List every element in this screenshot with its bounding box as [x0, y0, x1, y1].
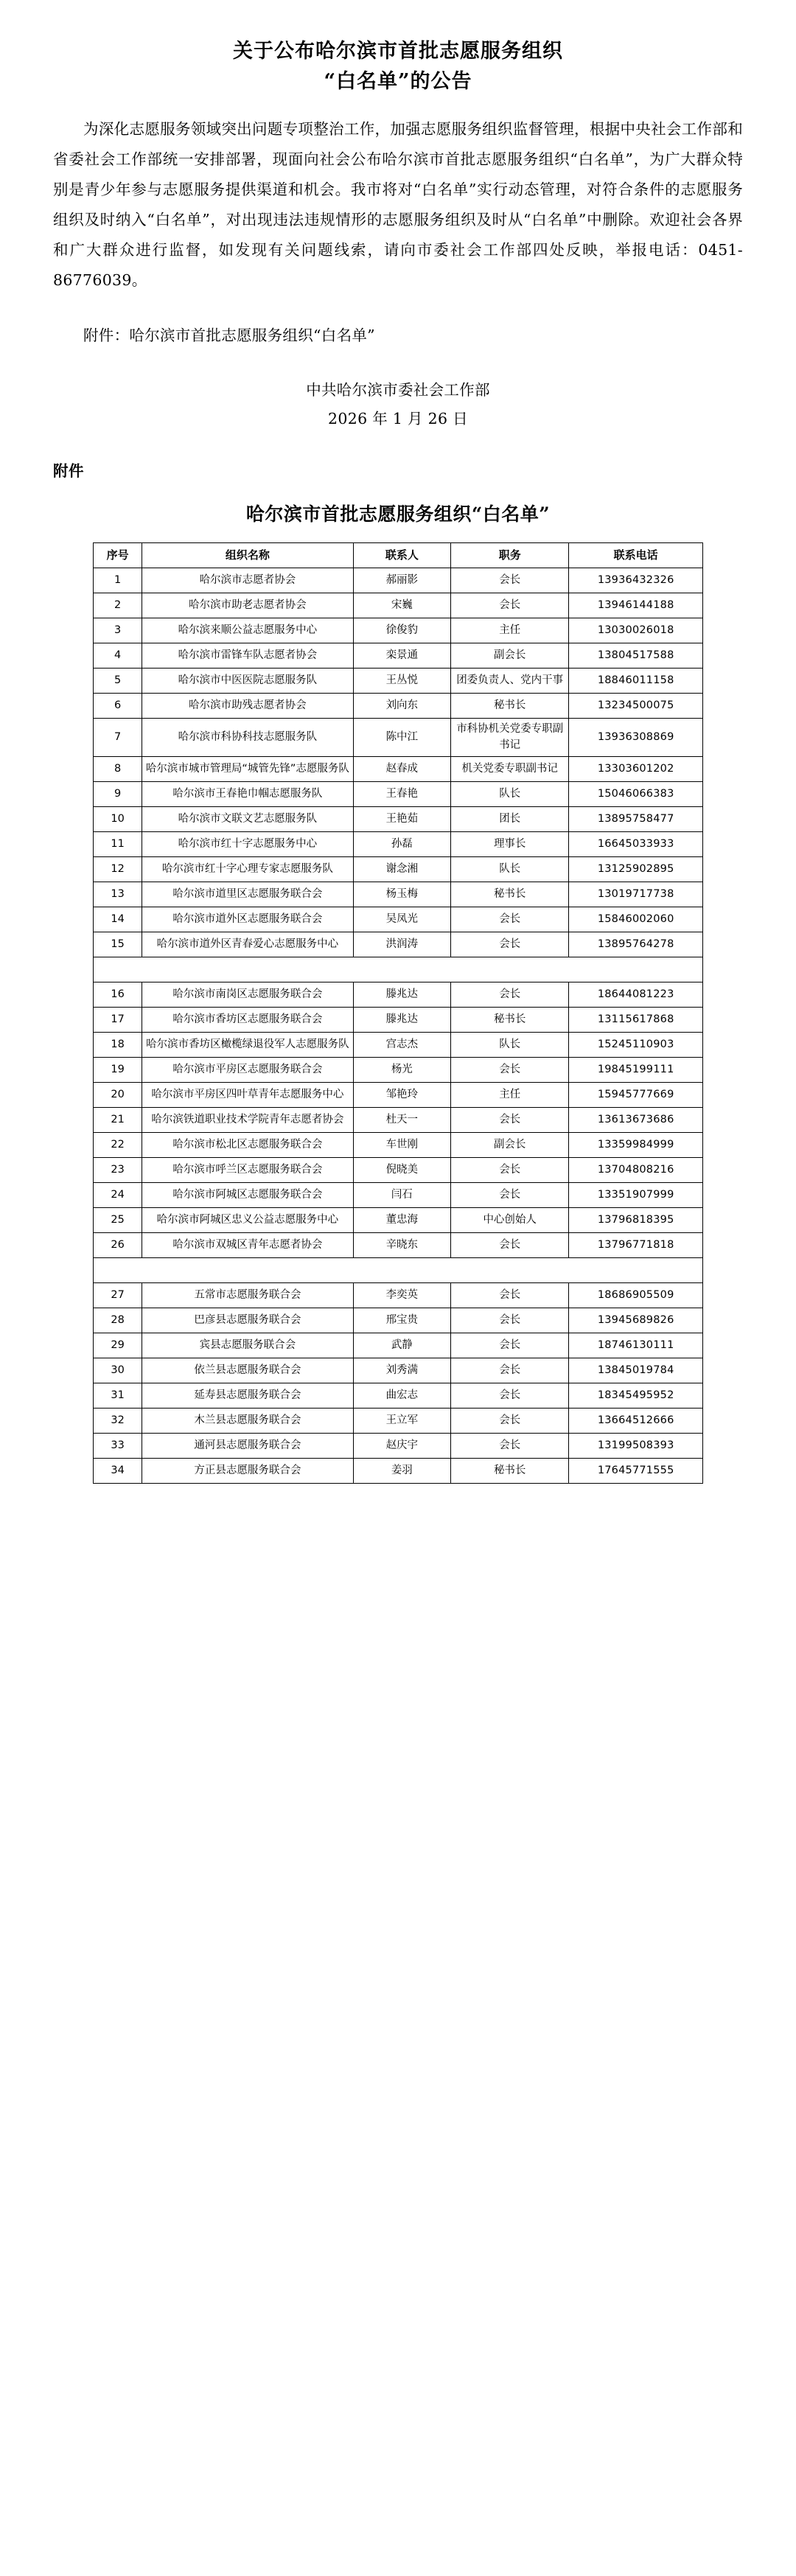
- cell-phone: 13945689826: [569, 1308, 703, 1333]
- cell-phone: 15846002060: [569, 907, 703, 932]
- table-row: [94, 932, 703, 957]
- cell-no: 25: [94, 1208, 142, 1233]
- cell-org: 通河县志愿服务联合会: [142, 1434, 353, 1459]
- cell-no: 13: [94, 882, 142, 907]
- cell-no: 4: [94, 643, 142, 668]
- cell-role: 会长: [451, 1333, 569, 1358]
- table-row: [94, 1308, 703, 1333]
- table-row: [94, 1008, 703, 1033]
- cell-phone: 13796771818: [569, 1233, 703, 1258]
- cell-contact: 李奕英: [353, 1283, 450, 1308]
- cell-org: 哈尔滨市道里区志愿服务联合会: [142, 882, 353, 907]
- table-row: [94, 1083, 703, 1108]
- cell-contact: 闫石: [353, 1183, 450, 1208]
- cell-role: 会长: [451, 1233, 569, 1258]
- cell-role: 会长: [451, 1358, 569, 1383]
- cell-phone: 13664512666: [569, 1409, 703, 1434]
- table-row: [94, 1333, 703, 1358]
- cell-role: 秘书长: [451, 1459, 569, 1484]
- cell-role: 团委负责人、党内干事: [451, 668, 569, 693]
- cell-contact: 曲宏志: [353, 1383, 450, 1409]
- table-group-separator: [94, 957, 703, 982]
- cell-org: 宾县志愿服务联合会: [142, 1333, 353, 1358]
- cell-contact: 陈中江: [353, 718, 450, 757]
- cell-no: 31: [94, 1383, 142, 1409]
- cell-phone: 18686905509: [569, 1283, 703, 1308]
- cell-phone: 13030026018: [569, 618, 703, 643]
- cell-org: 巴彦县志愿服务联合会: [142, 1308, 353, 1333]
- cell-org: 哈尔滨市双城区青年志愿者协会: [142, 1233, 353, 1258]
- column-header-role: 职务: [451, 542, 569, 568]
- cell-contact: 滕兆达: [353, 982, 450, 1008]
- cell-phone: 18345495952: [569, 1383, 703, 1409]
- cell-role: 主任: [451, 1083, 569, 1108]
- cell-role: 团长: [451, 807, 569, 832]
- cell-phone: 15945777669: [569, 1083, 703, 1108]
- cell-org: 哈尔滨市香坊区志愿服务联合会: [142, 1008, 353, 1033]
- column-header-phone: 联系电话: [569, 542, 703, 568]
- cell-org: 哈尔滨市文联文艺志愿服务队: [142, 807, 353, 832]
- cell-role: 会长: [451, 1108, 569, 1133]
- cell-phone: 13845019784: [569, 1358, 703, 1383]
- cell-no: 26: [94, 1233, 142, 1258]
- cell-org: 哈尔滨市阿城区忠义公益志愿服务中心: [142, 1208, 353, 1233]
- cell-phone: 16645033933: [569, 832, 703, 857]
- table-row: [94, 1459, 703, 1484]
- cell-role: 会长: [451, 1383, 569, 1409]
- cell-phone: 15046066383: [569, 782, 703, 807]
- column-header-no: 序号: [94, 542, 142, 568]
- cell-contact: 宋巍: [353, 593, 450, 618]
- cell-org: 木兰县志愿服务联合会: [142, 1409, 353, 1434]
- cell-contact: 吴凤光: [353, 907, 450, 932]
- cell-contact: 倪晓美: [353, 1158, 450, 1183]
- cell-contact: 王艳茹: [353, 807, 450, 832]
- cell-no: 14: [94, 907, 142, 932]
- cell-org: 五常市志愿服务联合会: [142, 1283, 353, 1308]
- cell-no: 27: [94, 1283, 142, 1308]
- cell-phone: 13704808216: [569, 1158, 703, 1183]
- cell-role: 队长: [451, 1033, 569, 1058]
- cell-phone: 17645771555: [569, 1459, 703, 1484]
- cell-no: 21: [94, 1108, 142, 1133]
- cell-phone: 13895764278: [569, 932, 703, 957]
- cell-contact: 栾景通: [353, 643, 450, 668]
- roster-title: 哈尔滨市首批志愿服务组织“白名单”: [245, 503, 551, 525]
- cell-org: 哈尔滨市阿城区志愿服务联合会: [142, 1183, 353, 1208]
- cell-role: 会长: [451, 1058, 569, 1083]
- cell-org: 哈尔滨市平房区四叶草青年志愿服务中心: [142, 1083, 353, 1108]
- cell-org: 延寿县志愿服务联合会: [142, 1383, 353, 1409]
- table-group-separator-cell: [94, 1258, 703, 1283]
- cell-role: 会长: [451, 593, 569, 618]
- table-row: [94, 982, 703, 1008]
- cell-contact: 王立军: [353, 1409, 450, 1434]
- cell-org: 哈尔滨市城市管理局“城管先锋”志愿服务队: [142, 757, 353, 782]
- cell-no: 33: [94, 1434, 142, 1459]
- table-row: [94, 668, 703, 693]
- cell-phone: 13796818395: [569, 1208, 703, 1233]
- table-row: [94, 757, 703, 782]
- cell-no: 24: [94, 1183, 142, 1208]
- table-row: [94, 907, 703, 932]
- table-row: [94, 1183, 703, 1208]
- cell-phone: 18644081223: [569, 982, 703, 1008]
- page-title-line-2: “白名单”的公告: [324, 69, 472, 93]
- cell-no: 15: [94, 932, 142, 957]
- cell-no: 28: [94, 1308, 142, 1333]
- table-row: [94, 882, 703, 907]
- cell-no: 22: [94, 1133, 142, 1158]
- cell-role: 副会长: [451, 1133, 569, 1158]
- cell-contact: 洪润涛: [353, 932, 450, 957]
- cell-phone: 13946144188: [569, 593, 703, 618]
- table-row: [94, 1233, 703, 1258]
- cell-phone: 13936432326: [569, 568, 703, 593]
- cell-contact: 赵春成: [353, 757, 450, 782]
- cell-phone: 13936308869: [569, 718, 703, 757]
- cell-phone: 13199508393: [569, 1434, 703, 1459]
- cell-contact: 孙磊: [353, 832, 450, 857]
- cell-no: 17: [94, 1008, 142, 1033]
- cell-no: 16: [94, 982, 142, 1008]
- table-row: [94, 1383, 703, 1409]
- cell-role: 秘书长: [451, 882, 569, 907]
- cell-no: 18: [94, 1033, 142, 1058]
- cell-org: 哈尔滨市红十字志愿服务中心: [142, 832, 353, 857]
- cell-org: 哈尔滨市道外区青春爱心志愿服务中心: [142, 932, 353, 957]
- cell-contact: 滕兆达: [353, 1008, 450, 1033]
- cell-phone: 13895758477: [569, 807, 703, 832]
- cell-org: 哈尔滨市雷锋车队志愿者协会: [142, 643, 353, 668]
- cell-contact: 郝丽影: [353, 568, 450, 593]
- cell-org: 方正县志愿服务联合会: [142, 1459, 353, 1484]
- cell-contact: 杜天一: [353, 1108, 450, 1133]
- cell-contact: 邹艳玲: [353, 1083, 450, 1108]
- cell-contact: 宫志杰: [353, 1033, 450, 1058]
- cell-role: 机关党委专职副书记: [451, 757, 569, 782]
- table-row: [94, 693, 703, 718]
- cell-role: 会长: [451, 568, 569, 593]
- table-row: [94, 618, 703, 643]
- cell-no: 2: [94, 593, 142, 618]
- cell-phone: 13359984999: [569, 1133, 703, 1158]
- cell-contact: 刘秀满: [353, 1358, 450, 1383]
- cell-phone: 13115617868: [569, 1008, 703, 1033]
- cell-no: 6: [94, 693, 142, 718]
- cell-contact: 刘向东: [353, 693, 450, 718]
- cell-org: 哈尔滨市松北区志愿服务联合会: [142, 1133, 353, 1158]
- attachment-label: 附件: [53, 461, 84, 480]
- cell-phone: 13125902895: [569, 857, 703, 882]
- cell-phone: 13613673686: [569, 1108, 703, 1133]
- cell-contact: 武静: [353, 1333, 450, 1358]
- cell-org: 哈尔滨市助老志愿者协会: [142, 593, 353, 618]
- announcement-paragraph: 为深化志愿服务领域突出问题专项整治工作，加强志愿服务组织监督管理，根据中央社会工作部和省委社会工作部统一安排部署，现面向社会公布哈尔滨市首批志愿服务组织“白名单”，为广大群众特别是青少年参与志愿服务提供渠道和机会。我市将对“白名单”实行动态管理，对符合条件的志愿服务组织及时纳入“白名单”，对出现违法违规情形的志愿服务组织及时从“白名单”中删除。欢迎社会各界和广大群众进行监督，如发现有关问题线索，请向市委社会工作部四处反映，举报电话：0451-86776039。: [53, 120, 743, 289]
- cell-role: 会长: [451, 982, 569, 1008]
- cell-contact: 邢宝贵: [353, 1308, 450, 1333]
- signature-block: [53, 376, 743, 433]
- cell-org: 哈尔滨市科协科技志愿服务队: [142, 718, 353, 757]
- table-row: [94, 807, 703, 832]
- cell-org: 哈尔滨市香坊区橄榄绿退役军人志愿服务队: [142, 1033, 353, 1058]
- cell-org: 哈尔滨来顺公益志愿服务中心: [142, 618, 353, 643]
- table-header-row: [94, 542, 703, 568]
- cell-role: 会长: [451, 1283, 569, 1308]
- cell-role: 秘书长: [451, 1008, 569, 1033]
- page-title-line-1: 关于公布哈尔滨市首批志愿服务组织: [233, 40, 563, 63]
- table-row: [94, 643, 703, 668]
- cell-contact: 王丛悦: [353, 668, 450, 693]
- cell-no: 32: [94, 1409, 142, 1434]
- cell-org: 哈尔滨市王春艳巾帼志愿服务队: [142, 782, 353, 807]
- cell-org: 哈尔滨市呼兰区志愿服务联合会: [142, 1158, 353, 1183]
- cell-role: 队长: [451, 782, 569, 807]
- cell-no: 3: [94, 618, 142, 643]
- cell-no: 12: [94, 857, 142, 882]
- cell-role: 会长: [451, 1183, 569, 1208]
- cell-role: 市科协机关党委专职副书记: [451, 718, 569, 757]
- cell-org: 哈尔滨市志愿者协会: [142, 568, 353, 593]
- cell-no: 20: [94, 1083, 142, 1108]
- table-group-separator: [94, 1258, 703, 1283]
- attachment-note: 附件：哈尔滨市首批志愿服务组织“白名单”: [83, 327, 375, 344]
- cell-no: 7: [94, 718, 142, 757]
- cell-org: 哈尔滨铁道职业技术学院青年志愿者协会: [142, 1108, 353, 1133]
- cell-phone: 18746130111: [569, 1333, 703, 1358]
- signature-date: 2026 年 1 月 26 日: [328, 409, 468, 427]
- table-row: [94, 1108, 703, 1133]
- cell-no: 1: [94, 568, 142, 593]
- cell-no: 10: [94, 807, 142, 832]
- cell-phone: 13351907999: [569, 1183, 703, 1208]
- cell-no: 8: [94, 757, 142, 782]
- table-row: [94, 857, 703, 882]
- table-group-separator-cell: [94, 957, 703, 982]
- cell-role: 会长: [451, 1434, 569, 1459]
- cell-role: 会长: [451, 1308, 569, 1333]
- cell-role: 会长: [451, 1158, 569, 1183]
- table-row: [94, 1434, 703, 1459]
- cell-contact: 杨玉梅: [353, 882, 450, 907]
- cell-role: 中心创始人: [451, 1208, 569, 1233]
- table-row: [94, 593, 703, 618]
- cell-role: 副会长: [451, 643, 569, 668]
- cell-contact: 谢念湘: [353, 857, 450, 882]
- cell-role: 会长: [451, 932, 569, 957]
- cell-no: 29: [94, 1333, 142, 1358]
- page-title: [53, 37, 743, 97]
- cell-contact: 徐俊豹: [353, 618, 450, 643]
- cell-org: 哈尔滨市中医医院志愿服务队: [142, 668, 353, 693]
- cell-no: 34: [94, 1459, 142, 1484]
- cell-org: 哈尔滨市助残志愿者协会: [142, 693, 353, 718]
- cell-no: 30: [94, 1358, 142, 1383]
- cell-contact: 董忠海: [353, 1208, 450, 1233]
- table-row: [94, 1058, 703, 1083]
- signature-organization: 中共哈尔滨市委社会工作部: [306, 381, 490, 399]
- cell-phone: 15245110903: [569, 1033, 703, 1058]
- cell-contact: 车世刚: [353, 1133, 450, 1158]
- cell-no: 19: [94, 1058, 142, 1083]
- cell-no: 5: [94, 668, 142, 693]
- cell-org: 哈尔滨市红十字心理专家志愿服务队: [142, 857, 353, 882]
- table-row: [94, 568, 703, 593]
- announcement-body: [53, 114, 743, 296]
- cell-org: 依兰县志愿服务联合会: [142, 1358, 353, 1383]
- table-row: [94, 832, 703, 857]
- cell-no: 11: [94, 832, 142, 857]
- cell-no: 23: [94, 1158, 142, 1183]
- cell-contact: 姜羽: [353, 1459, 450, 1484]
- cell-org: 哈尔滨市平房区志愿服务联合会: [142, 1058, 353, 1083]
- table-row: [94, 1409, 703, 1434]
- cell-phone: 13804517588: [569, 643, 703, 668]
- table-row: [94, 782, 703, 807]
- cell-role: 队长: [451, 857, 569, 882]
- cell-role: 秘书长: [451, 693, 569, 718]
- table-row: [94, 1283, 703, 1308]
- table-row: [94, 1158, 703, 1183]
- cell-contact: 赵庆宇: [353, 1434, 450, 1459]
- cell-role: 理事长: [451, 832, 569, 857]
- cell-phone: 13303601202: [569, 757, 703, 782]
- column-header-contact: 联系人: [353, 542, 450, 568]
- cell-phone: 13019717738: [569, 882, 703, 907]
- cell-no: 9: [94, 782, 142, 807]
- cell-phone: 18846011158: [569, 668, 703, 693]
- cell-role: 会长: [451, 1409, 569, 1434]
- cell-role: 会长: [451, 907, 569, 932]
- cell-contact: 辛晓东: [353, 1233, 450, 1258]
- cell-role: 主任: [451, 618, 569, 643]
- cell-org: 哈尔滨市南岗区志愿服务联合会: [142, 982, 353, 1008]
- cell-contact: 王春艳: [353, 782, 450, 807]
- cell-contact: 杨光: [353, 1058, 450, 1083]
- table-row: [94, 1208, 703, 1233]
- cell-org: 哈尔滨市道外区志愿服务联合会: [142, 907, 353, 932]
- table-row: [94, 1033, 703, 1058]
- column-header-org: 组织名称: [142, 542, 353, 568]
- cell-phone: 19845199111: [569, 1058, 703, 1083]
- table-row: [94, 1133, 703, 1158]
- table-row: [94, 1358, 703, 1383]
- table-row: [94, 718, 703, 757]
- cell-phone: 13234500075: [569, 693, 703, 718]
- roster-table: [93, 542, 703, 1484]
